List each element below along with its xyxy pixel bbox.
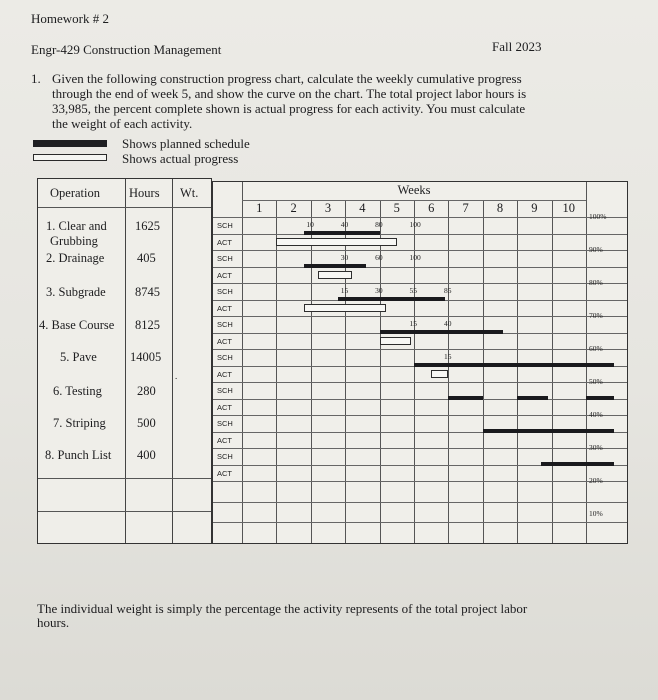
operation-name: 3. Subgrade [46, 285, 106, 299]
planned-percent-label: 100 [409, 220, 421, 229]
stray-mark: . [175, 371, 178, 381]
planned-percent-label: 15 [409, 319, 418, 328]
week-number: 3 [324, 201, 332, 215]
grid-vline [380, 200, 381, 543]
question-line-3: 33,985, the percent complete shown is actual progress for each activity. You must calculate [52, 101, 526, 116]
act-label: ACT [217, 435, 232, 445]
homework-title: Homework # 2 [31, 11, 109, 26]
grid-vline [552, 200, 553, 543]
operation-name: 8. Punch List [45, 448, 112, 462]
grid-hline [213, 382, 627, 383]
hours-value: 14005 [130, 350, 162, 364]
semester: Fall 2023 [492, 39, 542, 54]
act-label: ACT [217, 237, 232, 247]
grid-vline [517, 200, 518, 543]
grid-hline [213, 481, 627, 482]
planned-percent-label: 40 [443, 319, 452, 328]
grid-vline [345, 200, 346, 543]
operation-name: 2. Drainage [46, 251, 105, 265]
actual-bar [380, 337, 411, 345]
operation-name: 6. Testing [53, 384, 102, 398]
grid-vline [276, 200, 277, 543]
week-number: 10 [562, 201, 576, 215]
planned-percent-label: 30 [375, 286, 383, 295]
planned-percent-label: 60 [375, 253, 383, 262]
actual-bar [431, 370, 448, 378]
grid-hline [213, 250, 627, 251]
grid-hline [213, 283, 627, 284]
act-label: ACT [217, 270, 232, 280]
course-title: Engr-429 Construction Management [31, 42, 222, 57]
sch-label: SCH [217, 353, 233, 362]
progress-chart-grid [212, 181, 628, 544]
week-number: 4 [359, 201, 366, 215]
legend-actual-swatch [33, 154, 107, 161]
percent-scale-label: 20% [589, 476, 603, 485]
planned-bar [304, 264, 366, 268]
week-number: 1 [256, 201, 263, 215]
grid-hline [213, 448, 627, 449]
legend-planned-swatch [33, 140, 107, 147]
planned-percent-label: 55 [409, 286, 418, 295]
question-line-1: Given the following construction progress chart, calculate the weekly cumulative progress [52, 71, 522, 86]
grid-hline [213, 415, 627, 416]
percent-scale-label: 10% [589, 509, 603, 518]
grid-hline [213, 316, 627, 317]
act-label: ACT [217, 303, 232, 313]
col-operation-header: Operation [50, 186, 100, 200]
actual-bar [304, 304, 387, 312]
week-number: 7 [462, 201, 469, 215]
actual-bar [276, 238, 396, 246]
percent-scale-label: 50% [589, 377, 603, 386]
planned-percent-label: 15 [443, 352, 452, 361]
hours-value: 8125 [135, 318, 160, 332]
week-number: 9 [531, 201, 538, 215]
actual-bar [318, 271, 352, 279]
hours-value: 405 [137, 251, 156, 265]
hours-value: 500 [137, 416, 156, 430]
grid-vline [448, 200, 449, 543]
sch-label: SCH [217, 320, 233, 329]
grid-hline [213, 522, 627, 523]
planned-bar [304, 231, 380, 235]
grid-hline [213, 502, 627, 503]
percent-scale-label: 40% [589, 410, 603, 419]
hours-value: 400 [137, 448, 156, 462]
percent-scale-label: 100% [589, 212, 607, 221]
grid-hline [213, 234, 627, 235]
planned-percent-label: 85 [443, 286, 452, 295]
planned-bar [483, 429, 614, 433]
weeks-title: Weeks [397, 183, 431, 197]
grid-vline [414, 200, 415, 543]
hours-value: 280 [137, 384, 156, 398]
percent-scale-label: 90% [589, 245, 603, 254]
planned-percent-label: 10 [306, 220, 314, 229]
footnote-line-1: The individual weight is simply the percentage the activity represents of the total project labor [37, 601, 528, 616]
grid-hline [213, 399, 627, 400]
hours-value: 1625 [135, 219, 160, 233]
sch-label: SCH [217, 254, 233, 263]
footnote-line-2: hours. [37, 615, 70, 630]
act-label: ACT [217, 402, 232, 412]
table-row [46, 219, 107, 249]
question-line-4: the weight of each activity. [52, 116, 193, 131]
planned-percent-label: 30 [340, 253, 349, 262]
grid-vline [311, 200, 312, 543]
week-number: 6 [428, 201, 435, 215]
operation-name: 5. Pave [60, 350, 97, 364]
planned-bar [541, 462, 613, 466]
act-label: ACT [217, 468, 232, 478]
percent-scale-label: 30% [589, 443, 603, 452]
act-label: ACT [217, 336, 232, 346]
planned-bar [338, 297, 445, 301]
hours-value: 8745 [135, 285, 160, 299]
sch-label: SCH [217, 419, 233, 428]
week-number: 8 [496, 201, 504, 215]
percent-scale-label: 70% [589, 311, 603, 320]
planned-percent-label: 80 [375, 220, 383, 229]
col-weight-header: Wt. [180, 186, 199, 200]
sch-label: SCH [217, 452, 233, 461]
act-label: ACT [217, 369, 232, 379]
legend-actual-label: Shows actual progress [122, 151, 239, 166]
sch-label: SCH [217, 386, 233, 395]
planned-percent-label: 100 [409, 253, 421, 262]
planned-percent-label: 40 [340, 220, 349, 229]
percent-scale-label: 80% [589, 278, 603, 287]
grid-vline [242, 182, 243, 543]
question-line-2: through the end of week 5, and show the curve on the chart. The total project labor hours is [52, 86, 527, 101]
percent-scale-label: 60% [589, 344, 603, 353]
grid-hline [213, 217, 627, 218]
grid-hline [213, 349, 627, 350]
planned-bar [517, 396, 548, 400]
activity-table [37, 178, 212, 544]
question-number: 1. [31, 71, 41, 86]
col-hours-header: Hours [129, 186, 160, 200]
grid-vline [483, 200, 484, 543]
planned-percent-label: 15 [340, 286, 349, 295]
sch-label: SCH [217, 287, 233, 296]
planned-bar [380, 330, 504, 334]
grid-hline [213, 267, 627, 268]
week-number: 5 [393, 201, 400, 215]
legend-planned-label: Shows planned schedule [122, 136, 250, 151]
week-number: 2 [290, 201, 297, 215]
operation-name: 1. Clear and [46, 219, 107, 233]
operation-name: 4. Base Course [39, 318, 115, 332]
planned-bar [448, 396, 482, 400]
operation-name-cont: Grubbing [50, 234, 98, 248]
operation-name: 7. Striping [53, 416, 106, 430]
planned-bar [586, 396, 614, 400]
planned-bar [414, 363, 614, 367]
sch-label: SCH [217, 221, 233, 230]
